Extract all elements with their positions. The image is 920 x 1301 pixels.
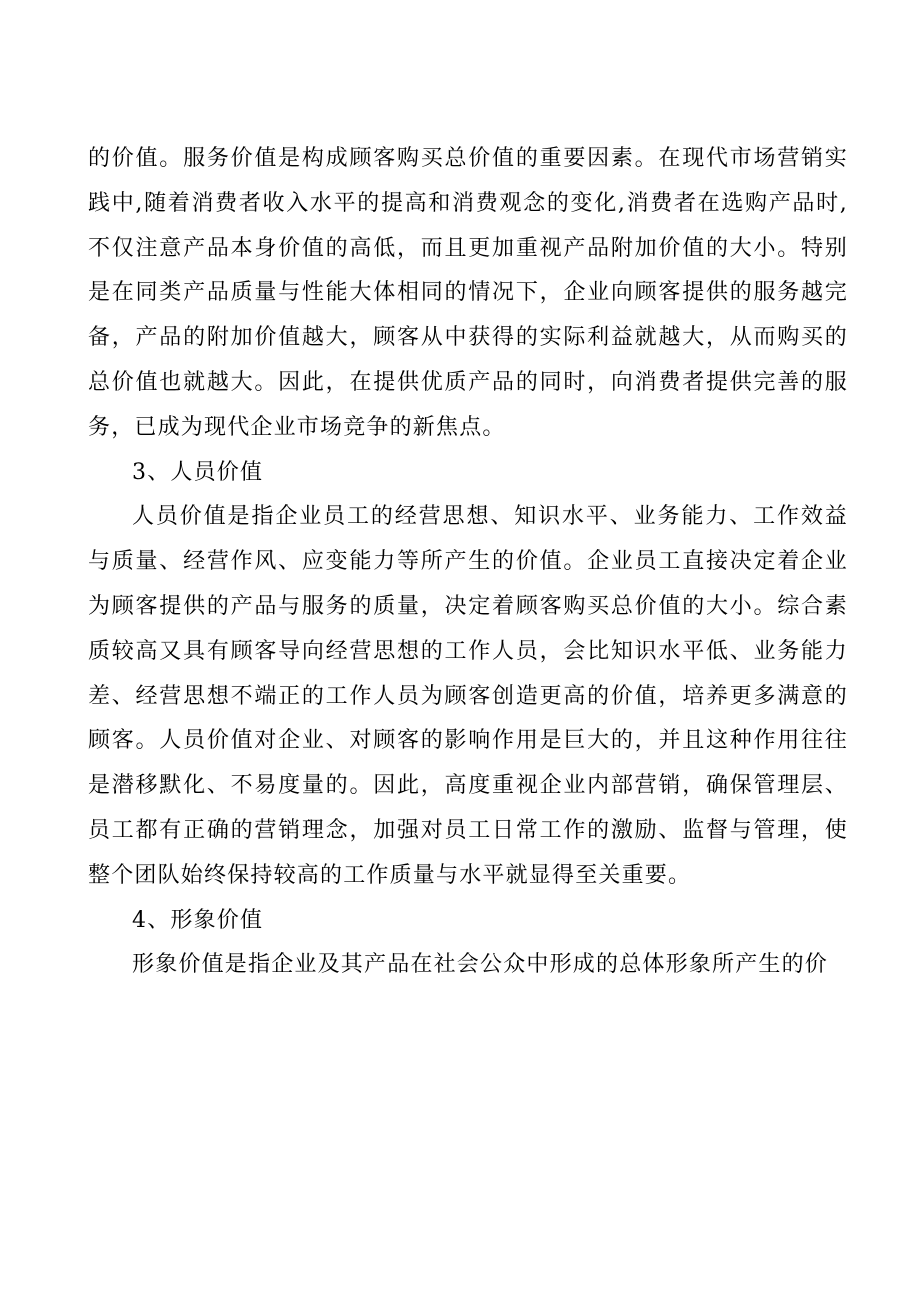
- section-heading-image-value: 4、形象价值: [132, 907, 264, 933]
- paragraph-service-value-continued: 的价值。服务价值是构成顾客购买总价值的重要因素。在现代市场营销实践中,随着消费者收入水平的提高和消费观念的变化,消费者在选购产品时,不仅注意产品本身价值的高低，而且更加重视产品附加价值的大小。特别是在同类产品质量与性能大体相同的情况下，企业向顾客提供的服务越完备，产品的附加价值越大，顾客从中获得的实际利益就越大，从而购买的总价值也就越大。因此，在提供优质产品的同时，向消费者提供完善的服务，已成为现代企业市场竞争的新焦点。: [88, 146, 848, 440]
- section-heading-personnel-value: 3、人员价值: [132, 459, 264, 485]
- document-body: [88, 137, 848, 988]
- paragraph-personnel-value: 人员价值是指企业员工的经营思想、知识水平、业务能力、工作效益与质量、经营作风、应变能力等所产生的价值。企业员工直接决定着企业为顾客提供的产品与服务的质量，决定着顾客购买总价值的大小。综合素质较高又具有顾客导向经营思想的工作人员，会比知识水平低、业务能力差、经营思想不端正的工作人员为顾客创造更高的价值，培养更多满意的顾客。人员价值对企业、对顾客的影响作用是巨大的，并且这种作用往往是潜移默化、不易度量的。因此，高度重视企业内部营销，确保管理层、员工都有正确的营销理念，加强对员工日常工作的激励、监督与管理，使整个团队始终保持较高的工作质量与水平就显得至关重要。: [88, 504, 848, 888]
- paragraph-image-value: 形象价值是指企业及其产品在社会公众中形成的总体形象所产生的价: [132, 952, 829, 978]
